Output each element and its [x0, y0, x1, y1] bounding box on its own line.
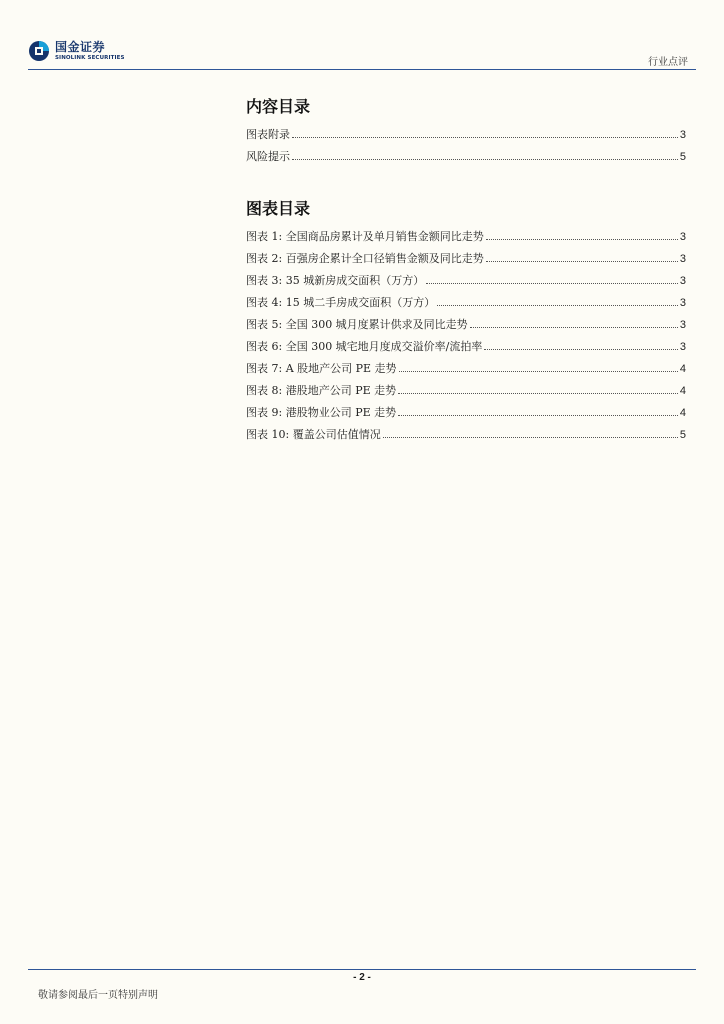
entry-label: 图表 3: 35 城新房成交面积（万方）	[246, 274, 425, 287]
entry-page-number: 4	[679, 385, 686, 397]
figure-entry[interactable]	[246, 292, 686, 314]
entry-label: 图表 5: 全国 300 城月度累计供求及同比走势	[246, 318, 468, 331]
disclaimer-text: 敬请参阅最后一页特别声明	[38, 990, 158, 1001]
entry-page-number: 4	[679, 363, 686, 375]
main-content	[246, 96, 686, 446]
entry-page-number: 3	[679, 275, 686, 287]
figure-entry[interactable]	[246, 336, 686, 358]
page-header	[28, 40, 696, 68]
entry-label: 图表 10: 覆盖公司估值情况	[246, 428, 381, 441]
page-number: - 2 -	[353, 972, 371, 983]
figures-title: 图表目录	[246, 199, 311, 218]
entry-label: 图表附录	[246, 128, 290, 141]
entry-label: 图表 9: 港股物业公司 PE 走势	[246, 406, 397, 419]
dot-leader	[292, 137, 678, 138]
figure-entry[interactable]	[246, 270, 686, 292]
entry-label: 图表 1: 全国商品房累计及单月销售金额同比走势	[246, 230, 484, 243]
logo-mark-icon	[28, 40, 50, 62]
entry-label: 风险提示	[246, 150, 290, 163]
dot-leader	[399, 371, 678, 372]
figure-entry[interactable]	[246, 424, 686, 446]
toc-entry[interactable]	[246, 146, 686, 168]
entry-label: 图表 6: 全国 300 城宅地月度成交溢价率/流拍率	[246, 340, 483, 353]
figure-entry[interactable]	[246, 226, 686, 248]
dot-leader	[470, 327, 678, 328]
entry-page-number: 5	[679, 151, 686, 163]
dot-leader	[484, 349, 677, 350]
dot-leader	[437, 305, 678, 306]
entry-label: 图表 7: A 股地产公司 PE 走势	[246, 362, 397, 375]
header-divider	[28, 69, 696, 70]
logo-chinese-name: 国金证券	[55, 40, 106, 54]
logo-english-name: SINOLINK SECURITIES	[55, 55, 125, 61]
figure-entry[interactable]	[246, 248, 686, 270]
entry-label: 图表 2: 百强房企累计全口径销售金额及同比走势	[246, 252, 484, 265]
entry-page-number: 3	[679, 319, 686, 331]
entry-page-number: 3	[679, 341, 686, 353]
dot-leader	[486, 261, 678, 262]
figure-entry[interactable]	[246, 380, 686, 402]
toc-entry[interactable]	[246, 124, 686, 146]
dot-leader	[398, 393, 678, 394]
company-logo	[28, 40, 125, 62]
entry-page-number: 3	[679, 129, 686, 141]
figures-list	[246, 226, 686, 446]
dot-leader	[426, 283, 678, 284]
toc-title: 内容目录	[246, 97, 311, 116]
dot-leader	[292, 159, 678, 160]
entry-label: 图表 8: 港股地产公司 PE 走势	[246, 384, 397, 397]
dot-leader	[383, 437, 678, 438]
entry-page-number: 4	[679, 407, 686, 419]
toc-list	[246, 124, 686, 168]
figure-entry[interactable]	[246, 402, 686, 424]
entry-page-number: 3	[679, 253, 686, 265]
footer-divider	[28, 969, 696, 970]
entry-page-number: 5	[679, 429, 686, 441]
entry-label: 图表 4: 15 城二手房成交面积（万方）	[246, 296, 436, 309]
report-category: 行业点评	[648, 57, 688, 68]
dot-leader	[398, 415, 678, 416]
dot-leader	[486, 239, 678, 240]
entry-page-number: 3	[679, 231, 686, 243]
figure-entry[interactable]	[246, 314, 686, 336]
figure-entry[interactable]	[246, 358, 686, 380]
entry-page-number: 3	[679, 297, 686, 309]
